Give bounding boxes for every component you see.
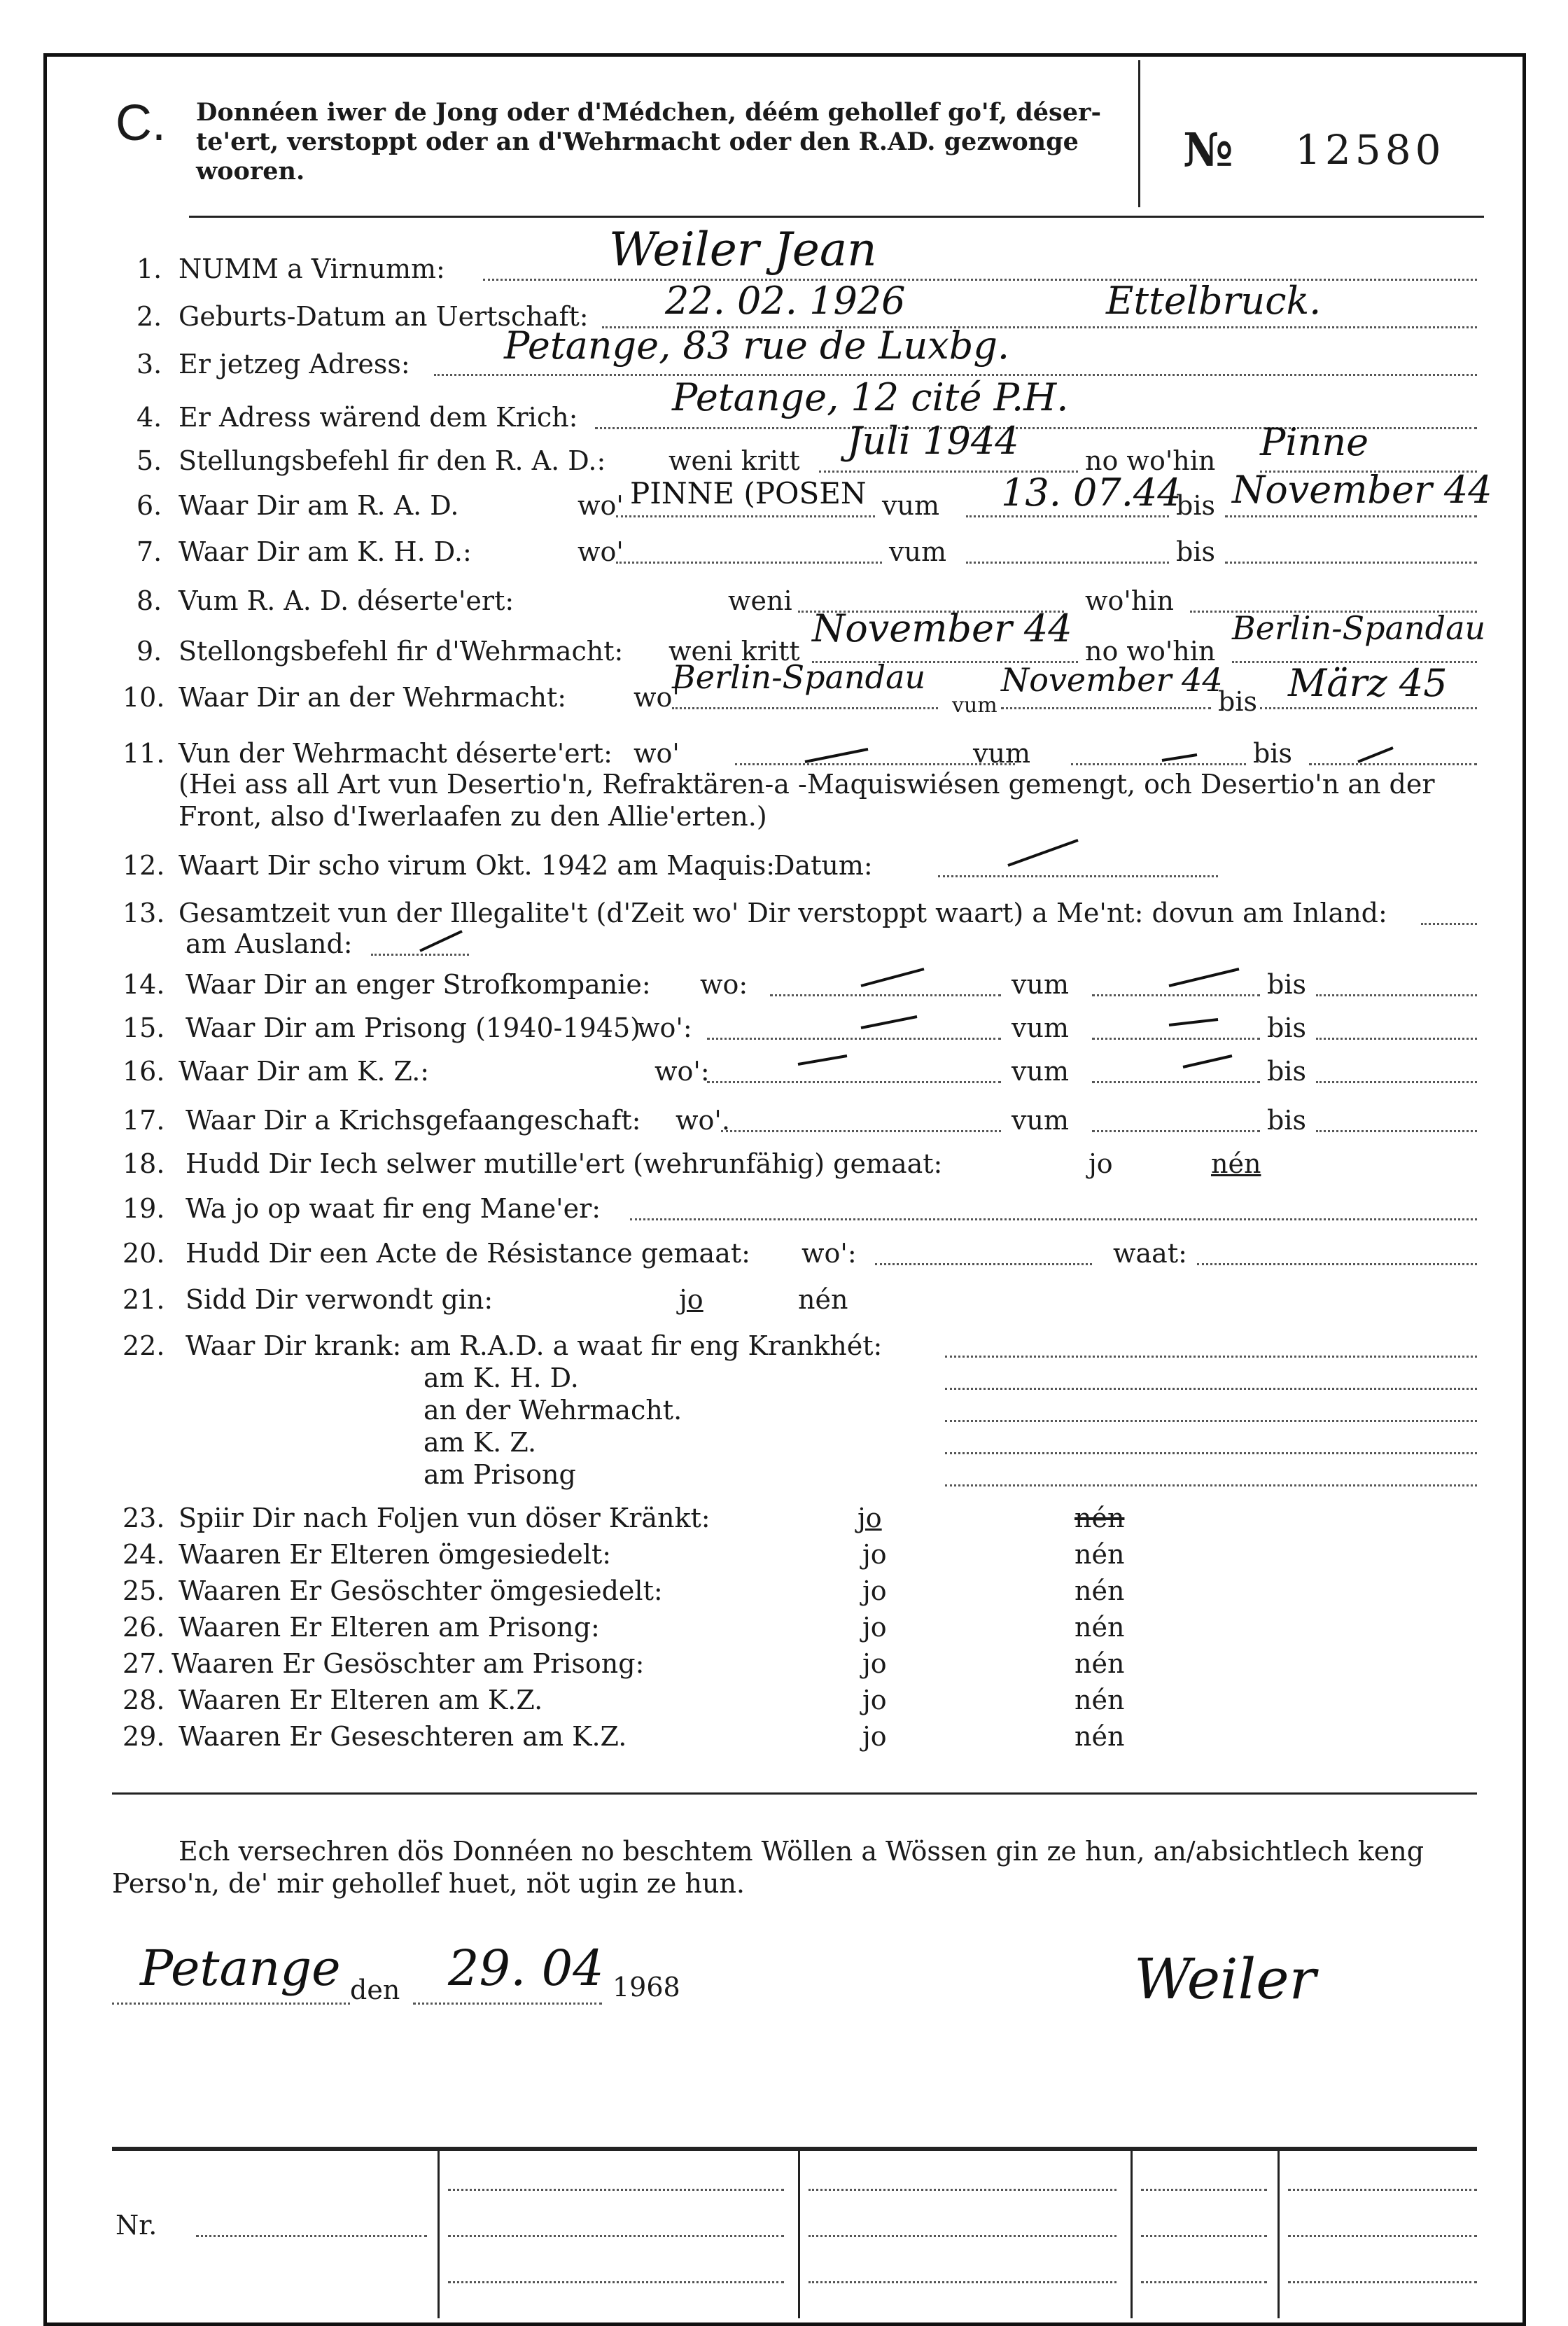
q25-nen[interactable]: nén <box>1074 1575 1125 1606</box>
q14-vum-stroke <box>1169 969 1239 986</box>
q29-number: 29. <box>122 1721 165 1752</box>
q5-label: Stellungsbefehl fir den R. A. D.: <box>178 445 606 476</box>
q23-label: Spiir Dir nach Foljen vun döser Kränkt: <box>178 1503 710 1533</box>
q18-label: Hudd Dir Iech selwer mutille'ert (wehrunfähig) gemaat: <box>186 1148 943 1179</box>
q20-waat: waat: <box>1113 1238 1187 1269</box>
q22-sub-kz: am K. Z. <box>424 1427 537 1458</box>
q10-bis-value: März 45 <box>1288 661 1448 705</box>
q8-number: 8. <box>136 585 162 616</box>
q10-wo: wo' <box>634 682 680 713</box>
q3-answer: Petange, 83 rue de Luxbg. <box>504 323 1010 368</box>
q16-vum-stroke <box>1183 1056 1232 1067</box>
q22-sub-khd: am K. H. D. <box>424 1363 579 1393</box>
q17-label: Waar Dir a Krichsgefaangeschaft: <box>186 1105 641 1136</box>
q9-weni: weni kritt <box>668 636 800 667</box>
q14-bis: bis <box>1267 969 1306 1000</box>
footer-divider-2 <box>798 2147 800 2318</box>
q17-vum: vum <box>1011 1105 1069 1136</box>
q14-wo-stroke <box>861 969 924 986</box>
q11-label: Vun der Wehrmacht déserte'ert: <box>178 738 612 769</box>
q8-weni: weni <box>728 585 792 616</box>
q4-number: 4. <box>136 402 162 433</box>
q15-number: 15. <box>122 1012 165 1043</box>
q6-bis: bis <box>1176 490 1215 521</box>
q21-label: Sidd Dir verwondt gin: <box>186 1284 493 1315</box>
q15-vum: vum <box>1011 1012 1069 1043</box>
q15-wo-stroke <box>861 1017 917 1028</box>
footer-cell-4a[interactable] <box>1288 2189 1477 2191</box>
footer-cell-2c[interactable] <box>808 2281 1116 2283</box>
q7-number: 7. <box>136 536 162 567</box>
declaration-line2: Perso'n, de' mir gehollef huet, nöt ugin ze hun. <box>112 1868 746 1899</box>
q10-vum-value: November 44 <box>1001 661 1223 699</box>
q9-nowohin-value: Berlin-Spandau <box>1232 609 1486 647</box>
q17-wo: wo'. <box>676 1105 730 1136</box>
q15-bis: bis <box>1267 1012 1306 1043</box>
q6-wo: wo' <box>578 490 624 521</box>
q23-jo[interactable]: jo <box>858 1503 882 1533</box>
q22-field-rad[interactable] <box>945 1356 1477 1358</box>
q25-number: 25. <box>122 1575 165 1606</box>
q3-number: 3. <box>136 349 162 379</box>
signature-den: den <box>350 1975 400 2005</box>
q12-number: 12. <box>122 850 165 881</box>
q27-label: Waaren Er Gesöschter am Prisong: <box>172 1648 645 1679</box>
q19-label: Wa jo op waat fir eng Mane'er: <box>186 1193 601 1224</box>
q18-jo[interactable]: jo <box>1088 1148 1113 1179</box>
q26-number: 26. <box>122 1612 165 1643</box>
footer-cell-4b[interactable] <box>1288 2235 1477 2237</box>
q7-label: Waar Dir am K. H. D.: <box>178 536 472 567</box>
footer-nr: Nr. <box>115 2210 158 2241</box>
q28-label: Waaren Er Elteren am K.Z. <box>178 1685 543 1715</box>
q20-number: 20. <box>122 1238 165 1269</box>
number-sign: № <box>1183 123 1233 177</box>
q24-jo[interactable]: jo <box>862 1539 887 1570</box>
q21-number: 21. <box>122 1284 165 1315</box>
form-number: 12580 <box>1295 126 1446 174</box>
header-title-line2: te'ert, verstoppt oder an d'Wehrmacht oder den R.AD. gezwonge <box>196 127 1079 156</box>
q7-bis: bis <box>1176 536 1215 567</box>
q8-label: Vum R. A. D. déserte'ert: <box>178 585 514 616</box>
q7-vum: vum <box>889 536 946 567</box>
q2-date: 22. 02. 1926 <box>665 279 906 323</box>
q14-label: Waar Dir an enger Strofkompanie: <box>186 969 651 1000</box>
q17-bis-field[interactable] <box>1316 1130 1477 1132</box>
q13-label: Gesamtzeit vun der Illegalite't (d'Zeit wo' Dir verstoppt waart) a Me'nt: dovun am Inland: <box>178 898 1387 928</box>
q6-bis-value: November 44 <box>1232 468 1492 512</box>
q13-number: 13. <box>122 898 165 928</box>
q20-label: Hudd Dir een Acte de Résistance gemaat: <box>186 1238 750 1269</box>
signature-place-field[interactable] <box>112 2003 350 2005</box>
q22-field-khd[interactable] <box>945 1388 1477 1390</box>
q5-weni: weni kritt <box>668 445 800 476</box>
q16-wo-stroke <box>798 1056 847 1064</box>
q5-nowohin-value: Pinne <box>1260 420 1369 464</box>
q6-vum: vum <box>882 490 939 521</box>
q26-nen[interactable]: nén <box>1074 1612 1125 1643</box>
q12-label: Waart Dir scho virum Okt. 1942 am Maquis: <box>178 850 776 881</box>
q22-field-prisong[interactable] <box>945 1484 1477 1486</box>
q26-label: Waaren Er Elteren am Prisong: <box>178 1612 600 1643</box>
q5-number: 5. <box>136 445 162 476</box>
q28-nen[interactable]: nén <box>1074 1685 1125 1715</box>
footer-cell-3c[interactable] <box>1141 2281 1267 2283</box>
q18-nen[interactable]: nén <box>1211 1148 1261 1179</box>
q11-number: 11. <box>122 738 165 769</box>
q9-nowohin: no wo'hin <box>1085 636 1216 667</box>
footer-nr-field[interactable] <box>196 2235 427 2237</box>
q20-wo-field[interactable] <box>875 1263 1092 1265</box>
q16-number: 16. <box>122 1056 165 1087</box>
footer-divider-3 <box>1130 2147 1133 2318</box>
footer-divider-1 <box>438 2147 440 2318</box>
q22-field-wehrmacht[interactable] <box>945 1420 1477 1422</box>
q22-sub-wehrmacht: an der Wehrmacht. <box>424 1395 682 1426</box>
q27-number: 27. <box>122 1648 165 1679</box>
q24-nen[interactable]: nén <box>1074 1539 1125 1570</box>
footer-cell-1c[interactable] <box>448 2281 784 2283</box>
q14-wo: wo: <box>700 969 748 1000</box>
q3-label: Er jetzeg Adress: <box>178 349 410 379</box>
signature-year: 1968 <box>612 1972 680 2003</box>
footer-cell-3b[interactable] <box>1141 2235 1267 2237</box>
footer-cell-1b[interactable] <box>448 2235 784 2237</box>
q5-nowohin: no wo'hin <box>1085 445 1216 476</box>
footer-top-rule <box>112 2147 1477 2151</box>
q2-place: Ettelbruck. <box>1106 279 1322 323</box>
q11-note-line1: (Hei ass all Art vun Desertio'n, Refraktären-a -Maquiswiésen gemengt, och Desertio'n an der <box>178 769 1435 800</box>
q29-jo[interactable]: jo <box>862 1721 887 1752</box>
footer-cell-4c[interactable] <box>1288 2281 1477 2283</box>
q13-label2: am Ausland: <box>186 928 353 959</box>
q25-jo[interactable]: jo <box>862 1575 887 1606</box>
q22-field-kz[interactable] <box>945 1452 1477 1454</box>
q11-note-line2: Front, also d'Iwerlaafen zu den Allie'erten.) <box>178 801 767 832</box>
signature-name: Weiler <box>1134 1947 1316 2012</box>
q6-number: 6. <box>136 490 162 521</box>
q28-jo[interactable]: jo <box>862 1685 887 1715</box>
q1-label: NUMM a Virnumm: <box>178 253 445 284</box>
q14-q16-strokes <box>0 0 1568 1120</box>
q6-label: Waar Dir am R. A. D. <box>178 490 459 521</box>
header-title-line1: Donnéen iwer de Jong oder d'Médchen, déém gehollef go'f, déser- <box>196 98 1101 127</box>
q22-sub-prisong: am Prisong <box>424 1459 576 1490</box>
q16-bis: bis <box>1267 1056 1306 1087</box>
q25-label: Waaren Er Gesöschter ömgesiedelt: <box>178 1575 663 1606</box>
q21-jo[interactable]: jo <box>679 1284 704 1315</box>
q26-jo[interactable]: jo <box>862 1612 887 1643</box>
q17-bis: bis <box>1267 1105 1306 1136</box>
q9-weni-value: November 44 <box>812 606 1072 650</box>
q11-vum: vum <box>973 738 1030 769</box>
q15-wo: wo': <box>637 1012 692 1043</box>
declaration-rule <box>112 1792 1477 1795</box>
q17-vum-field[interactable] <box>1092 1130 1260 1132</box>
q6-wo-value: PINNE (POSEN <box>630 476 867 510</box>
q16-wo: wo': <box>654 1056 710 1087</box>
q6-vum-value: 13. 07.44 <box>1001 471 1182 515</box>
footer-cell-2a[interactable] <box>808 2189 1116 2191</box>
q24-number: 24. <box>122 1539 165 1570</box>
q22-label: Waar Dir krank: am R.A.D. a waat fir eng Krankhét: <box>186 1330 883 1361</box>
q20-wo: wo': <box>802 1238 857 1269</box>
q7-wo: wo' <box>578 536 624 567</box>
q16-label: Waar Dir am K. Z.: <box>178 1056 430 1087</box>
q2-label: Geburts-Datum an Uertschaft: <box>178 301 589 332</box>
q15-vum-stroke <box>1169 1019 1218 1025</box>
q11-wo: wo' <box>634 738 680 769</box>
q23-nen[interactable]: nén <box>1074 1503 1125 1533</box>
q17-number: 17. <box>122 1105 165 1136</box>
footer-divider-4 <box>1278 2147 1280 2318</box>
q29-label: Waaren Er Geseschteren am K.Z. <box>178 1721 627 1752</box>
q10-wo-value: Berlin-Spandau <box>672 658 926 696</box>
q11-bis: bis <box>1253 738 1292 769</box>
q10-vum: vum <box>952 693 997 718</box>
q1-number: 1. <box>136 253 162 284</box>
signature-place: Petange <box>140 1940 341 1997</box>
q17-wo-field[interactable] <box>721 1130 1001 1132</box>
q12-datum: Datum: <box>774 850 873 881</box>
q9-number: 9. <box>136 636 162 667</box>
q22-number: 22. <box>122 1330 165 1361</box>
q10-bis: bis <box>1218 686 1257 717</box>
q27-nen[interactable]: nén <box>1074 1648 1125 1679</box>
declaration-line1: Ech versechren dös Donnéen no beschtem Wöllen a Wössen gin ze hun, an/absichtlech keng <box>178 1836 1424 1867</box>
q4-label: Er Adress wärend dem Krich: <box>178 402 578 433</box>
q16-vum: vum <box>1011 1056 1069 1087</box>
q24-label: Waaren Er Elteren ömgesiedelt: <box>178 1539 612 1570</box>
signature-date: 29. 04 <box>448 1940 604 1997</box>
signature-date-field[interactable] <box>413 2003 602 2005</box>
q27-jo[interactable]: jo <box>862 1648 887 1679</box>
section-letter: C. <box>115 95 166 151</box>
q21-nen[interactable]: nén <box>798 1284 848 1315</box>
q5-weni-value: Juli 1944 <box>847 419 1019 463</box>
q14-number: 14. <box>122 969 165 1000</box>
header-title-line3: wooren. <box>196 157 305 186</box>
q15-label: Waar Dir am Prisong (1940-1945) <box>186 1012 640 1043</box>
footer-cell-3a[interactable] <box>1141 2189 1267 2191</box>
footer-cell-1a[interactable] <box>448 2189 784 2191</box>
footer-cell-2b[interactable] <box>808 2235 1116 2237</box>
q20-waat-field[interactable] <box>1197 1263 1477 1265</box>
q4-answer: Petange, 12 cité P.H. <box>672 375 1069 419</box>
q23-number: 23. <box>122 1503 165 1533</box>
q28-number: 28. <box>122 1685 165 1715</box>
q1-answer: Weiler Jean <box>609 223 877 277</box>
q19-field[interactable] <box>630 1218 1477 1220</box>
q10-number: 10. <box>122 682 165 713</box>
q10-label: Waar Dir an der Wehrmacht: <box>178 682 567 713</box>
q18-number: 18. <box>122 1148 165 1179</box>
q9-label: Stellongsbefehl fir d'Wehrmacht: <box>178 636 624 667</box>
q8-wohin: wo'hin <box>1085 585 1174 616</box>
q29-nen[interactable]: nén <box>1074 1721 1125 1752</box>
q14-vum: vum <box>1011 969 1069 1000</box>
q19-number: 19. <box>122 1193 165 1224</box>
q2-number: 2. <box>136 301 162 332</box>
